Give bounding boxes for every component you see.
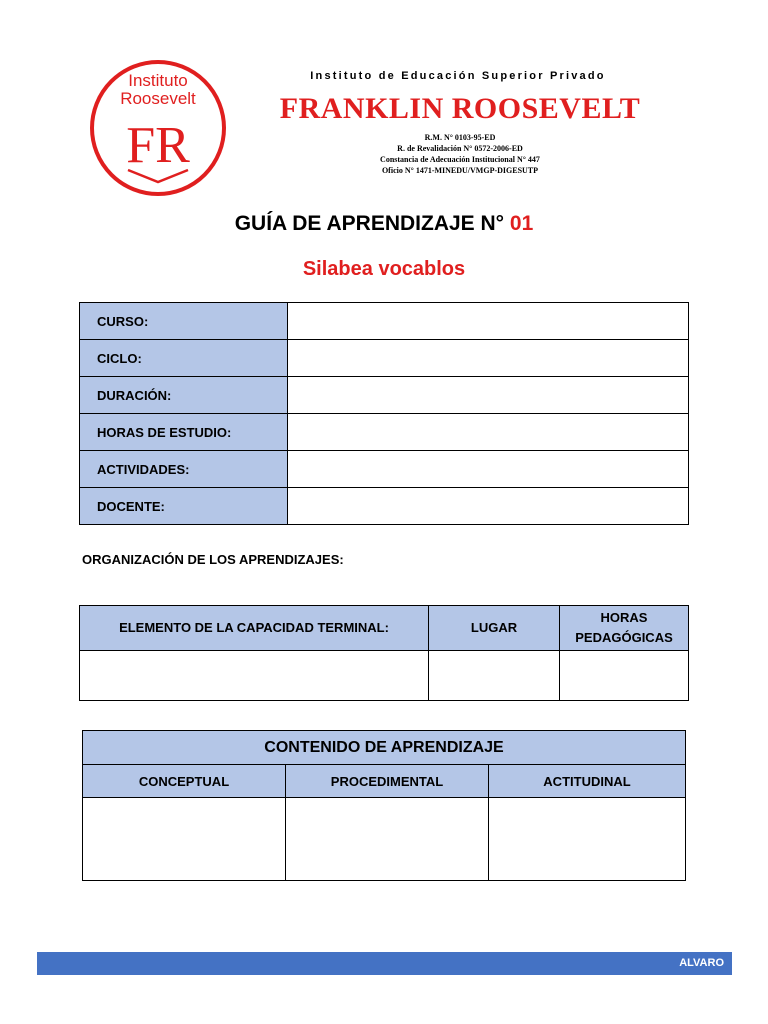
footer-bar [37,952,732,975]
label-actividades: ACTIVIDADES: [80,451,288,488]
institution-name: FRANKLIN ROOSEVELT [279,92,641,125]
table-row [80,451,689,488]
column-header-procedimental: PROCEDIMENTAL [286,765,489,798]
content-heading: CONTENIDO DE APRENDIZAJE [83,731,686,765]
logo-monogram: FR [126,117,190,174]
legal-line: R.M. N° 0103-95-ED [424,133,496,142]
content-table [82,730,686,881]
table-row [80,377,689,414]
logo-text-instituto: Instituto [128,71,188,90]
field-docente[interactable] [288,488,689,525]
table-row [80,340,689,377]
table-title-row [83,731,686,765]
cell-elemento[interactable] [80,651,429,701]
legal-info [300,132,620,176]
column-header-horas: HORAS PEDAGÓGICAS [560,606,689,651]
table-header-row [80,606,689,651]
table-row [80,488,689,525]
course-info-table [79,302,689,525]
column-header-elemento: ELEMENTO DE LA CAPACIDAD TERMINAL: [80,606,429,651]
field-horas-estudio[interactable] [288,414,689,451]
table-row [80,651,689,701]
guide-title [0,212,768,236]
column-header-actitudinal: ACTITUDINAL [489,765,686,798]
table-row [80,303,689,340]
field-actividades[interactable] [288,451,689,488]
institute-logo [88,58,228,198]
cell-conceptual[interactable] [83,798,286,881]
footer-author: ALVARO [679,957,724,969]
label-docente: DOCENTE: [80,488,288,525]
legal-line: Constancia de Adecuación Institucional N° 447 [380,155,540,164]
table-row [80,414,689,451]
legal-line: Oficio N° 1471-MINEDU/VMGP-DIGESUTP [381,166,539,175]
column-header-conceptual: CONCEPTUAL [83,765,286,798]
label-duracion: DURACIÓN: [80,377,288,414]
guide-number: 01 [509,212,534,235]
cell-procedimental[interactable] [286,798,489,881]
cell-actitudinal[interactable] [489,798,686,881]
field-duracion[interactable] [288,377,689,414]
table-row [83,798,686,881]
organization-table [79,605,689,701]
table-header-row [83,765,686,798]
label-curso: CURSO: [80,303,288,340]
guide-subtitle: Silabea vocablos [302,258,466,280]
column-header-lugar: LUGAR [429,606,560,651]
organization-heading: ORGANIZACIÓN DE LOS APRENDIZAJES: [82,552,344,567]
institution-subtitle: Instituto de Educación Superior Privado [310,70,606,82]
guide-title-prefix: GUÍA DE APRENDIZAJE N° [234,212,510,235]
legal-line: R. de Revalidación N° 0572-2006-ED [397,144,523,153]
field-ciclo[interactable] [288,340,689,377]
label-ciclo: CICLO: [80,340,288,377]
logo-text-roosevelt: Roosevelt [120,89,196,108]
field-curso[interactable] [288,303,689,340]
label-horas-estudio: HORAS DE ESTUDIO: [80,414,288,451]
cell-horas[interactable] [560,651,689,701]
cell-lugar[interactable] [429,651,560,701]
